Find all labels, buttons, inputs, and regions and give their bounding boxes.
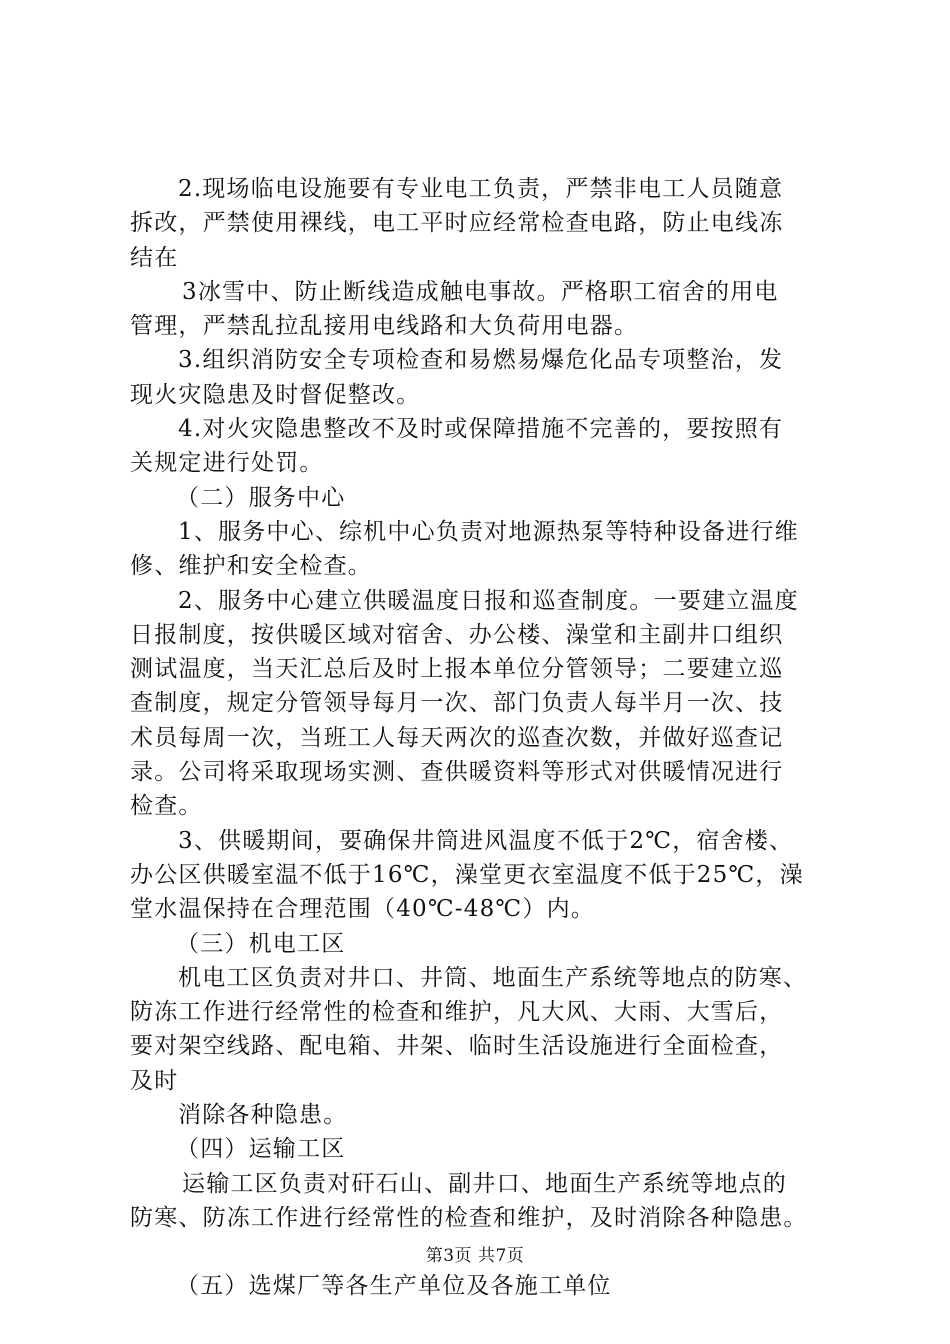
paragraph-line: 测试温度，当天汇总后及时上报本单位分管领导；二要建立巡 [130,656,784,683]
section-heading: （二）服务中心 [176,484,346,511]
paragraph-line: 要对架空线路、配电箱、井架、临时生活设施进行全面检查， [130,1033,784,1060]
paragraph-line: 1、服务中心、综机中心负责对地源热泵等特种设备进行维 [178,518,799,545]
paragraph-line: 查制度，规定分管领导每月一次、部门负责人每半月一次、技 [130,690,784,717]
paragraph-line: 3、供暖期间，要确保井筒进风温度不低于2℃，宿舍楼、 [178,827,794,854]
paragraph-line: 管理，严禁乱拉乱接用电线路和大负荷用电器。 [130,313,639,340]
paragraph-line: 2.现场临电设施要有专业电工负责，严禁非电工人员随意 [178,176,784,202]
paragraph-line: 防冻工作进行经常性的检查和维护，凡大风、大雨、大雪后， [130,999,784,1026]
paragraph-line: 3.组织消防安全专项检查和易燃易爆危化品专项整治，发 [178,347,784,374]
paragraph-line: 2、服务中心建立供暖温度日报和巡查制度。一要建立温度 [178,587,799,614]
page-number: 第3页 共7页 [425,1246,525,1266]
paragraph-line: 结在 [130,244,179,271]
document-body [130,172,830,1304]
paragraph-line: 运输工区负责对矸石山、副井口、地面生产系统等地点的 [182,1170,787,1197]
paragraph-line: 防寒、防冻工作进行经常性的检查和维护，及时消除各种隐患。 [130,1204,808,1231]
section-heading: （五）选煤厂等各生产单位及各施工单位 [176,1273,612,1300]
paragraph-line: 现火灾隐患及时督促整改。 [130,381,421,408]
paragraph-line: 拆改，严禁使用裸线，电工平时应经常检查电路，防止电线冻 [130,210,784,237]
paragraph-line: 修、维护和安全检查。 [130,553,372,580]
paragraph-line: 关规定进行处罚。 [130,450,324,477]
paragraph-line: 机电工区负责对井口、井筒、地面生产系统等地点的防寒、 [178,964,808,991]
section-heading: （三）机电工区 [176,930,346,957]
paragraph-line: 办公区供暖室温不低于16℃，澡堂更衣室温度不低于25℃，澡 [130,861,804,888]
paragraph-line: 3冰雪中、防止断线造成触电事故。严格职工宿舍的用电 [182,278,779,305]
paragraph-line: 4.对火灾隐患整改不及时或保障措施不完善的，要按照有 [178,416,784,443]
paragraph-line: 日报制度，按供暖区域对宿舍、办公楼、澡堂和主副井口组织 [130,621,784,648]
paragraph-line: 录。公司将采取现场实测、查供暖资料等形式对供暖情况进行 [130,759,784,786]
paragraph-line: 术员每周一次，当班工人每天两次的巡查次数，并做好巡查记 [130,724,784,751]
section-heading: （四）运输工区 [176,1136,346,1163]
paragraph-line: 堂水温保持在合理范围（40℃-48℃）内。 [130,896,595,923]
paragraph-line: 消除各种隐患。 [178,1102,348,1129]
paragraph-line: 及时 [130,1067,179,1094]
paragraph-line: 检查。 [130,793,203,820]
